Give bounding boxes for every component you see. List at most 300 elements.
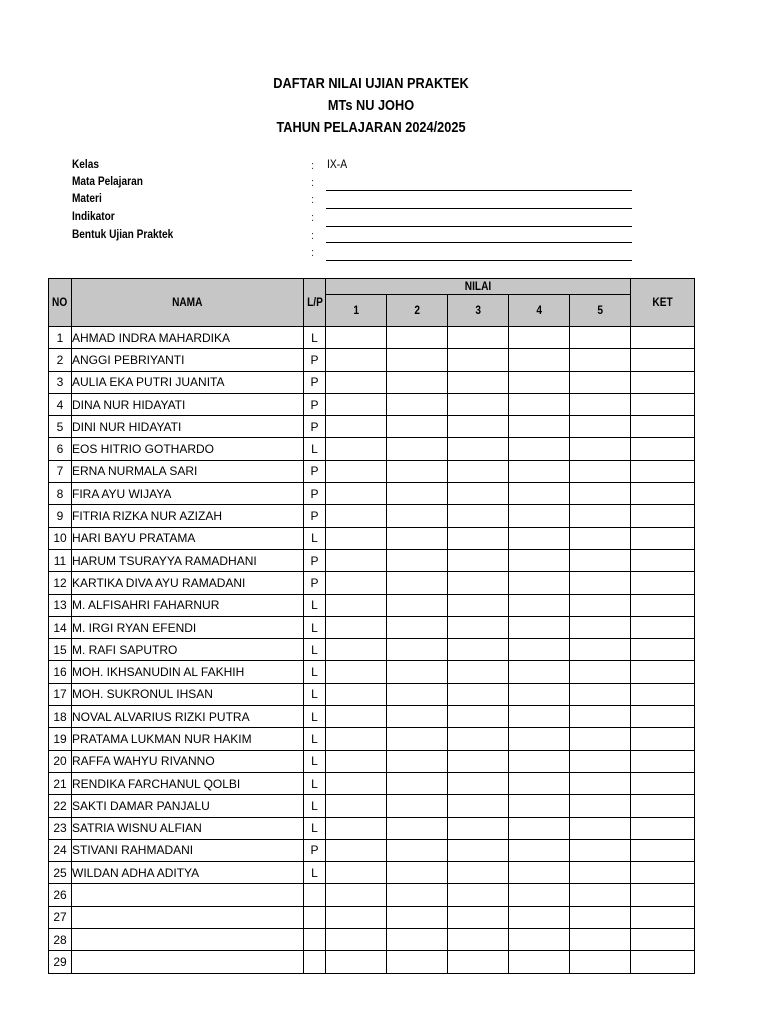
- student-gender: [304, 951, 326, 973]
- row-number: 28: [49, 929, 72, 951]
- nilai-3-cell[interactable]: [448, 683, 509, 705]
- ket-cell[interactable]: [631, 661, 695, 683]
- nilai-2-cell[interactable]: [387, 349, 448, 371]
- table-row: [49, 683, 695, 705]
- student-name: EOS HITRIO GOTHARDO: [72, 438, 304, 460]
- nilai-4-cell[interactable]: [509, 527, 570, 549]
- table-row: [49, 750, 695, 772]
- nilai-3-cell[interactable]: [448, 460, 509, 482]
- nilai-4-cell[interactable]: [509, 728, 570, 750]
- nilai-4-cell[interactable]: [509, 616, 570, 638]
- nilai-5-cell[interactable]: [570, 795, 631, 817]
- student-gender: L: [304, 639, 326, 661]
- nilai-2-cell[interactable]: [387, 594, 448, 616]
- nilai-1-cell[interactable]: [326, 706, 387, 728]
- nilai-3-cell[interactable]: [448, 772, 509, 794]
- nilai-4-cell[interactable]: [509, 371, 570, 393]
- table-row: [49, 772, 695, 794]
- ket-cell[interactable]: [631, 327, 695, 349]
- student-gender: P: [304, 572, 326, 594]
- nilai-4-cell[interactable]: [509, 639, 570, 661]
- ket-cell[interactable]: [631, 817, 695, 839]
- ket-cell[interactable]: [631, 951, 695, 973]
- table-row: [49, 728, 695, 750]
- student-name: M. RAFI SAPUTRO: [72, 639, 304, 661]
- ket-cell[interactable]: [631, 906, 695, 928]
- ket-cell[interactable]: [631, 572, 695, 594]
- bentuk-ujian-line: [326, 242, 632, 243]
- nilai-1-cell[interactable]: [326, 661, 387, 683]
- nilai-2-cell[interactable]: [387, 661, 448, 683]
- header-nama: NAMA: [72, 279, 304, 327]
- nilai-5-cell[interactable]: [570, 416, 631, 438]
- ket-cell[interactable]: [631, 549, 695, 571]
- row-number: 9: [49, 505, 72, 527]
- nilai-4-cell[interactable]: [509, 483, 570, 505]
- nilai-5-cell[interactable]: [570, 706, 631, 728]
- nilai-4-cell[interactable]: [509, 951, 570, 973]
- ket-cell[interactable]: [631, 416, 695, 438]
- table-row: [49, 951, 695, 973]
- table-row: [49, 572, 695, 594]
- school-name: MTs NU JOHO: [327, 98, 415, 114]
- nilai-5-cell[interactable]: [570, 438, 631, 460]
- row-number: 11: [49, 549, 72, 571]
- nilai-5-cell[interactable]: [570, 572, 631, 594]
- ket-cell[interactable]: [631, 438, 695, 460]
- nilai-4-cell[interactable]: [509, 549, 570, 571]
- nilai-5-cell[interactable]: [570, 750, 631, 772]
- row-number: 7: [49, 460, 72, 482]
- row-number: 4: [49, 393, 72, 415]
- nilai-1-cell[interactable]: [326, 460, 387, 482]
- info-colon: :: [311, 230, 315, 242]
- info-label-kelas: Kelas: [72, 159, 100, 171]
- nilai-1-cell[interactable]: [326, 327, 387, 349]
- nilai-5-cell[interactable]: [570, 393, 631, 415]
- nilai-3-cell[interactable]: [448, 884, 509, 906]
- row-number: 19: [49, 728, 72, 750]
- nilai-4-cell[interactable]: [509, 929, 570, 951]
- row-number: 8: [49, 483, 72, 505]
- nilai-5-cell[interactable]: [570, 639, 631, 661]
- row-number: 5: [49, 416, 72, 438]
- table-row: [49, 616, 695, 638]
- table-row: [49, 817, 695, 839]
- nilai-4-cell[interactable]: [509, 438, 570, 460]
- nilai-5-cell[interactable]: [570, 527, 631, 549]
- nilai-5-cell[interactable]: [570, 817, 631, 839]
- info-colon: :: [311, 177, 315, 189]
- table-row: [49, 349, 695, 371]
- nilai-2-cell[interactable]: [387, 750, 448, 772]
- nilai-3-cell[interactable]: [448, 549, 509, 571]
- nilai-5-cell[interactable]: [570, 906, 631, 928]
- ket-cell[interactable]: [631, 795, 695, 817]
- ket-cell[interactable]: [631, 349, 695, 371]
- student-gender: L: [304, 772, 326, 794]
- nilai-1-cell[interactable]: [326, 438, 387, 460]
- row-number: 2: [49, 349, 72, 371]
- nilai-1-cell[interactable]: [326, 483, 387, 505]
- nilai-1-cell[interactable]: [326, 750, 387, 772]
- nilai-2-cell[interactable]: [387, 862, 448, 884]
- nilai-2-cell[interactable]: [387, 483, 448, 505]
- nilai-4-cell[interactable]: [509, 683, 570, 705]
- row-number: 1: [49, 327, 72, 349]
- table-row: [49, 460, 695, 482]
- nilai-1-cell[interactable]: [326, 929, 387, 951]
- nilai-4-cell[interactable]: [509, 839, 570, 861]
- nilai-1-cell[interactable]: [326, 683, 387, 705]
- student-name: ANGGI PEBRIYANTI: [72, 349, 304, 371]
- table-row: [49, 393, 695, 415]
- header-no: NO: [49, 279, 72, 327]
- nilai-3-cell[interactable]: [448, 929, 509, 951]
- nilai-2-cell[interactable]: [387, 505, 448, 527]
- ket-cell[interactable]: [631, 929, 695, 951]
- table-row: [49, 505, 695, 527]
- materi-line: [326, 208, 632, 209]
- nilai-5-cell[interactable]: [570, 483, 631, 505]
- table-row: [49, 706, 695, 728]
- kelas-value: IX-A: [327, 159, 348, 171]
- nilai-1-cell[interactable]: [326, 772, 387, 794]
- ket-cell[interactable]: [631, 393, 695, 415]
- nilai-2-cell[interactable]: [387, 817, 448, 839]
- nilai-1-cell[interactable]: [326, 371, 387, 393]
- nilai-1-cell[interactable]: [326, 505, 387, 527]
- nilai-5-cell[interactable]: [570, 549, 631, 571]
- student-name: PRATAMA LUKMAN NUR HAKIM: [72, 728, 304, 750]
- header-lp: L/P: [304, 279, 326, 327]
- nilai-4-cell[interactable]: [509, 393, 570, 415]
- nilai-1-cell[interactable]: [326, 393, 387, 415]
- student-gender: L: [304, 862, 326, 884]
- row-number: 29: [49, 951, 72, 973]
- nilai-3-cell[interactable]: [448, 371, 509, 393]
- table-row: [49, 661, 695, 683]
- nilai-4-cell[interactable]: [509, 817, 570, 839]
- header-ket: KET: [631, 279, 695, 327]
- student-gender: L: [304, 817, 326, 839]
- nilai-1-cell[interactable]: [326, 416, 387, 438]
- row-number: 27: [49, 906, 72, 928]
- nilai-4-cell[interactable]: [509, 884, 570, 906]
- student-gender: L: [304, 438, 326, 460]
- nilai-5-cell[interactable]: [570, 327, 631, 349]
- nilai-3-cell[interactable]: [448, 483, 509, 505]
- header-nilai-3: 3: [448, 295, 509, 327]
- nilai-2-cell[interactable]: [387, 393, 448, 415]
- student-gender: P: [304, 460, 326, 482]
- nilai-4-cell[interactable]: [509, 772, 570, 794]
- nilai-4-cell[interactable]: [509, 572, 570, 594]
- info-colon: :: [311, 212, 315, 224]
- nilai-4-cell[interactable]: [509, 594, 570, 616]
- student-gender: L: [304, 728, 326, 750]
- header-nilai-2: 2: [387, 295, 448, 327]
- nilai-3-cell[interactable]: [448, 416, 509, 438]
- info-label-indikator: Indikator: [72, 211, 115, 223]
- grades-table: [48, 278, 695, 974]
- nilai-5-cell[interactable]: [570, 349, 631, 371]
- nilai-4-cell[interactable]: [509, 706, 570, 728]
- extra-line: [326, 260, 632, 261]
- mata-pelajaran-line: [326, 190, 632, 191]
- student-name: M. ALFISAHRI FAHARNUR: [72, 594, 304, 616]
- table-row: [49, 327, 695, 349]
- student-gender: P: [304, 839, 326, 861]
- row-number: 17: [49, 683, 72, 705]
- student-gender: P: [304, 349, 326, 371]
- student-gender: P: [304, 483, 326, 505]
- student-name: [72, 884, 304, 906]
- nilai-2-cell[interactable]: [387, 460, 448, 482]
- info-colon: :: [311, 194, 315, 206]
- table-row: [49, 483, 695, 505]
- nilai-4-cell[interactable]: [509, 349, 570, 371]
- nilai-1-cell[interactable]: [326, 594, 387, 616]
- nilai-5-cell[interactable]: [570, 839, 631, 861]
- nilai-3-cell[interactable]: [448, 728, 509, 750]
- ket-cell[interactable]: [631, 750, 695, 772]
- header-nilai-5: 5: [570, 295, 631, 327]
- nilai-5-cell[interactable]: [570, 616, 631, 638]
- ket-cell[interactable]: [631, 862, 695, 884]
- student-gender: P: [304, 505, 326, 527]
- info-label-materi: Materi: [72, 193, 102, 205]
- table-row: [49, 884, 695, 906]
- row-number: 6: [49, 438, 72, 460]
- nilai-1-cell[interactable]: [326, 795, 387, 817]
- table-row: [49, 527, 695, 549]
- ket-cell[interactable]: [631, 884, 695, 906]
- nilai-4-cell[interactable]: [509, 795, 570, 817]
- nilai-1-cell[interactable]: [326, 349, 387, 371]
- nilai-3-cell[interactable]: [448, 349, 509, 371]
- nilai-3-cell[interactable]: [448, 862, 509, 884]
- nilai-1-cell[interactable]: [326, 839, 387, 861]
- student-gender: [304, 884, 326, 906]
- nilai-1-cell[interactable]: [326, 951, 387, 973]
- student-gender: L: [304, 706, 326, 728]
- nilai-5-cell[interactable]: [570, 772, 631, 794]
- nilai-5-cell[interactable]: [570, 884, 631, 906]
- student-name: RENDIKA FARCHANUL QOLBI: [72, 772, 304, 794]
- nilai-3-cell[interactable]: [448, 795, 509, 817]
- nilai-5-cell[interactable]: [570, 929, 631, 951]
- nilai-5-cell[interactable]: [570, 862, 631, 884]
- ket-cell[interactable]: [631, 616, 695, 638]
- ket-cell[interactable]: [631, 683, 695, 705]
- student-name: SAKTI DAMAR PANJALU: [72, 795, 304, 817]
- nilai-4-cell[interactable]: [509, 862, 570, 884]
- student-name: KARTIKA DIVA AYU RAMADANI: [72, 572, 304, 594]
- info-colon: :: [311, 160, 315, 172]
- nilai-2-cell[interactable]: [387, 706, 448, 728]
- student-gender: L: [304, 661, 326, 683]
- ket-cell[interactable]: [631, 505, 695, 527]
- nilai-2-cell[interactable]: [387, 884, 448, 906]
- table-row: [49, 862, 695, 884]
- nilai-5-cell[interactable]: [570, 661, 631, 683]
- ket-cell[interactable]: [631, 460, 695, 482]
- student-name: HARI BAYU PRATAMA: [72, 527, 304, 549]
- ket-cell[interactable]: [631, 706, 695, 728]
- nilai-2-cell[interactable]: [387, 906, 448, 928]
- student-name: M. IRGI RYAN EFENDI: [72, 616, 304, 638]
- student-name: DINI NUR HIDAYATI: [72, 416, 304, 438]
- student-gender: L: [304, 683, 326, 705]
- nilai-3-cell[interactable]: [448, 594, 509, 616]
- row-number: 10: [49, 527, 72, 549]
- nilai-2-cell[interactable]: [387, 616, 448, 638]
- nilai-3-cell[interactable]: [448, 393, 509, 415]
- student-name: DINA NUR HIDAYATI: [72, 393, 304, 415]
- nilai-3-cell[interactable]: [448, 505, 509, 527]
- nilai-3-cell[interactable]: [448, 817, 509, 839]
- nilai-4-cell[interactable]: [509, 906, 570, 928]
- nilai-2-cell[interactable]: [387, 683, 448, 705]
- info-colon: :: [311, 247, 315, 259]
- nilai-3-cell[interactable]: [448, 616, 509, 638]
- nilai-4-cell[interactable]: [509, 327, 570, 349]
- table-row: [49, 929, 695, 951]
- nilai-4-cell[interactable]: [509, 661, 570, 683]
- table-row: [49, 795, 695, 817]
- ket-cell[interactable]: [631, 728, 695, 750]
- nilai-2-cell[interactable]: [387, 772, 448, 794]
- nilai-4-cell[interactable]: [509, 505, 570, 527]
- nilai-2-cell[interactable]: [387, 549, 448, 571]
- row-number: 18: [49, 706, 72, 728]
- student-gender: [304, 906, 326, 928]
- nilai-3-cell[interactable]: [448, 572, 509, 594]
- nilai-2-cell[interactable]: [387, 795, 448, 817]
- nilai-1-cell[interactable]: [326, 884, 387, 906]
- table-row: [49, 906, 695, 928]
- student-gender: L: [304, 527, 326, 549]
- header-nilai-1: 1: [326, 295, 387, 327]
- row-number: 24: [49, 839, 72, 861]
- nilai-3-cell[interactable]: [448, 750, 509, 772]
- student-name: [72, 906, 304, 928]
- ket-cell[interactable]: [631, 483, 695, 505]
- nilai-2-cell[interactable]: [387, 572, 448, 594]
- student-name: MOH. IKHSANUDIN AL FAKHIH: [72, 661, 304, 683]
- nilai-5-cell[interactable]: [570, 371, 631, 393]
- student-name: STIVANI RAHMADANI: [72, 839, 304, 861]
- student-gender: P: [304, 416, 326, 438]
- nilai-5-cell[interactable]: [570, 594, 631, 616]
- ket-cell[interactable]: [631, 371, 695, 393]
- nilai-2-cell[interactable]: [387, 438, 448, 460]
- student-gender: L: [304, 616, 326, 638]
- info-label-bentuk-ujian: Bentuk Ujian Praktek: [72, 229, 174, 241]
- student-name: AULIA EKA PUTRI JUANITA: [72, 371, 304, 393]
- nilai-2-cell[interactable]: [387, 951, 448, 973]
- nilai-5-cell[interactable]: [570, 505, 631, 527]
- nilai-1-cell[interactable]: [326, 728, 387, 750]
- nilai-4-cell[interactable]: [509, 750, 570, 772]
- row-number: 26: [49, 884, 72, 906]
- student-name: NOVAL ALVARIUS RIZKI PUTRA: [72, 706, 304, 728]
- nilai-3-cell[interactable]: [448, 839, 509, 861]
- nilai-3-cell[interactable]: [448, 906, 509, 928]
- student-name: MOH. SUKRONUL IHSAN: [72, 683, 304, 705]
- table-row: [49, 839, 695, 861]
- nilai-3-cell[interactable]: [448, 661, 509, 683]
- nilai-1-cell[interactable]: [326, 862, 387, 884]
- student-gender: L: [304, 327, 326, 349]
- ket-cell[interactable]: [631, 527, 695, 549]
- nilai-2-cell[interactable]: [387, 728, 448, 750]
- nilai-1-cell[interactable]: [326, 616, 387, 638]
- nilai-1-cell[interactable]: [326, 906, 387, 928]
- student-name: [72, 951, 304, 973]
- ket-cell[interactable]: [631, 639, 695, 661]
- nilai-3-cell[interactable]: [448, 327, 509, 349]
- nilai-2-cell[interactable]: [387, 327, 448, 349]
- nilai-3-cell[interactable]: [448, 706, 509, 728]
- student-gender: L: [304, 594, 326, 616]
- nilai-1-cell[interactable]: [326, 817, 387, 839]
- nilai-2-cell[interactable]: [387, 839, 448, 861]
- nilai-3-cell[interactable]: [448, 639, 509, 661]
- nilai-2-cell[interactable]: [387, 929, 448, 951]
- nilai-4-cell[interactable]: [509, 460, 570, 482]
- student-name: AHMAD INDRA MAHARDIKA: [72, 327, 304, 349]
- row-number: 13: [49, 594, 72, 616]
- row-number: 15: [49, 639, 72, 661]
- nilai-2-cell[interactable]: [387, 416, 448, 438]
- indikator-line: [326, 226, 632, 227]
- nilai-2-cell[interactable]: [387, 639, 448, 661]
- row-number: 25: [49, 862, 72, 884]
- ket-cell[interactable]: [631, 772, 695, 794]
- ket-cell[interactable]: [631, 839, 695, 861]
- student-gender: P: [304, 371, 326, 393]
- row-number: 16: [49, 661, 72, 683]
- nilai-2-cell[interactable]: [387, 527, 448, 549]
- student-name: WILDAN ADHA ADITYA: [72, 862, 304, 884]
- nilai-1-cell[interactable]: [326, 639, 387, 661]
- row-number: 22: [49, 795, 72, 817]
- header-nilai: NILAI: [326, 279, 631, 295]
- nilai-5-cell[interactable]: [570, 683, 631, 705]
- student-gender: [304, 929, 326, 951]
- student-name: FITRIA RIZKA NUR AZIZAH: [72, 505, 304, 527]
- nilai-5-cell[interactable]: [570, 460, 631, 482]
- row-number: 20: [49, 750, 72, 772]
- info-label-mata-pelajaran: Mata Pelajaran: [72, 176, 143, 188]
- row-number: 14: [49, 616, 72, 638]
- ket-cell[interactable]: [631, 594, 695, 616]
- nilai-3-cell[interactable]: [448, 951, 509, 973]
- nilai-1-cell[interactable]: [326, 549, 387, 571]
- nilai-3-cell[interactable]: [448, 527, 509, 549]
- nilai-5-cell[interactable]: [570, 728, 631, 750]
- row-number: 12: [49, 572, 72, 594]
- nilai-2-cell[interactable]: [387, 371, 448, 393]
- nilai-3-cell[interactable]: [448, 438, 509, 460]
- row-number: 21: [49, 772, 72, 794]
- nilai-1-cell[interactable]: [326, 572, 387, 594]
- nilai-5-cell[interactable]: [570, 951, 631, 973]
- nilai-4-cell[interactable]: [509, 416, 570, 438]
- nilai-1-cell[interactable]: [326, 527, 387, 549]
